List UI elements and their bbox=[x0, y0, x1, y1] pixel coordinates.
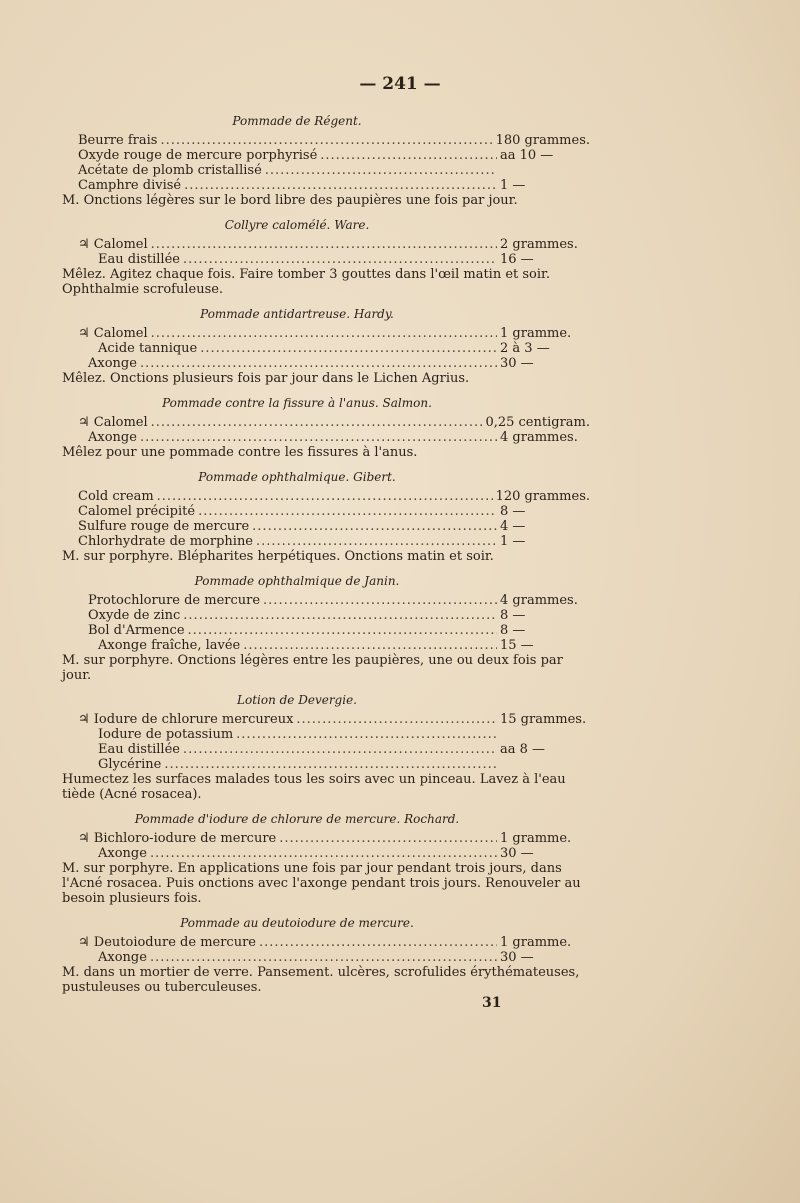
recipe-line bbox=[62, 742, 590, 757]
ingredient-name: Sulfure rouge de mercure bbox=[78, 519, 250, 534]
recipe-line bbox=[62, 252, 590, 267]
signature-mark: 31 bbox=[482, 995, 502, 1011]
recipe-line bbox=[62, 519, 590, 534]
recipe-note: M. Onctions légères sur le bord libre des paupières une fois par jour. bbox=[62, 193, 518, 208]
recipe-line bbox=[62, 623, 590, 638]
ingredient-name: Acide tannique bbox=[98, 341, 198, 356]
ingredient-qty: 4 grammes. bbox=[500, 430, 578, 445]
recipe-note: Mêlez pour une pommade contre les fissures à l'anus. bbox=[62, 445, 418, 460]
recipe-line bbox=[62, 638, 590, 653]
section-title: Pommade antidartreuse. Hardy. bbox=[200, 307, 394, 321]
ingredient-qty: 4 grammes. bbox=[500, 593, 578, 608]
ingredient-qty: 1 — bbox=[500, 178, 526, 193]
ingredient-name: Eau distillée bbox=[98, 252, 180, 267]
recipe-note: M. sur porphyre. Blépharites herpétiques. Onctions matin et soir. bbox=[62, 549, 494, 564]
section-title: Lotion de Devergie. bbox=[237, 693, 357, 707]
ingredient-name: Beurre frais bbox=[78, 133, 158, 148]
section-title: Pommade de Régent. bbox=[232, 114, 362, 128]
recipe-line bbox=[62, 935, 590, 950]
recipe-line bbox=[62, 504, 590, 519]
ingredient-name: Chlorhydrate de morphine bbox=[78, 534, 254, 549]
recipe-note: Mêlez. Onctions plusieurs fois par jour dans le Lichen Agrius. bbox=[62, 371, 470, 386]
ingredient-name: Oxyde rouge de mercure porphyrisé bbox=[78, 148, 318, 163]
ingredient-name: Camphre divisé bbox=[78, 178, 182, 193]
ingredient-qty: 0,25 centigram. bbox=[485, 415, 590, 430]
ingredient-qty: 15 — bbox=[500, 638, 534, 653]
ingredient-name: Protochlorure de mercure bbox=[88, 593, 261, 608]
recipe-line bbox=[62, 148, 590, 163]
ingredient-qty: 8 — bbox=[500, 608, 526, 623]
section-title: Pommade ophthalmique de Janin. bbox=[194, 574, 400, 588]
page-content bbox=[62, 104, 590, 1011]
ingredient-qty: 4 — bbox=[500, 519, 526, 534]
ingredient-qty: 16 — bbox=[500, 252, 534, 267]
ingredient-qty: 1 gramme. bbox=[500, 935, 572, 950]
recipe-line bbox=[62, 341, 590, 356]
section-title: Pommade ophthalmique. Gibert. bbox=[198, 470, 396, 484]
recipe-line bbox=[62, 712, 590, 727]
recipe-note: Humectez les surfaces malades tous les soirs avec un pinceau. Lavez à l'eau tiède (Acné rosacea). bbox=[62, 772, 566, 802]
ingredient-qty: 180 grammes. bbox=[495, 133, 590, 148]
recipe-line bbox=[62, 727, 590, 742]
ingredient-qty: 1 gramme. bbox=[500, 326, 572, 341]
ingredient-name: Eau distillée bbox=[98, 742, 180, 757]
recipe-line bbox=[62, 178, 590, 193]
recipe-line bbox=[62, 415, 590, 430]
ingredient-name: Axonge bbox=[88, 356, 137, 371]
ingredient-name: Oxyde de zinc bbox=[88, 608, 181, 623]
ingredient-qty: aa 10 — bbox=[500, 148, 554, 163]
recipe-line bbox=[62, 608, 590, 623]
ingredient-name: ♃ Calomel bbox=[78, 237, 148, 252]
ingredient-qty: 2 à 3 — bbox=[500, 341, 550, 356]
recipe-line bbox=[62, 831, 590, 846]
recipe-line bbox=[62, 356, 590, 371]
recipe-line bbox=[62, 430, 590, 445]
ingredient-name: Axonge fraîche, lavée bbox=[98, 638, 241, 653]
ingredient-qty: 8 — bbox=[500, 504, 526, 519]
ingredient-qty: 1 — bbox=[500, 534, 526, 549]
section-title: Pommade d'iodure de chlorure de mercure. Rochard. bbox=[134, 812, 460, 826]
section-title: Pommade contre la fissure à l'anus. Salmon. bbox=[162, 396, 432, 410]
ingredient-name: ♃ Iodure de chlorure mercureux bbox=[78, 712, 294, 727]
ingredient-qty: 1 gramme. bbox=[500, 831, 572, 846]
ingredient-name: Axonge bbox=[88, 430, 137, 445]
section-title: Collyre calomélé. Ware. bbox=[224, 218, 370, 232]
recipe-line bbox=[62, 163, 590, 178]
ingredient-name: ♃ Calomel bbox=[78, 326, 148, 341]
ingredient-name: Axonge bbox=[98, 950, 147, 965]
ingredient-name: ♃ Bichloro-iodure de mercure bbox=[78, 831, 277, 846]
recipe-note: Mêlez. Agitez chaque fois. Faire tomber 3 gouttes dans l'œil matin et soir. Ophthalmie scrofuleuse. bbox=[62, 267, 550, 297]
recipe-line bbox=[62, 593, 590, 608]
recipe-line bbox=[62, 950, 590, 965]
recipe-line bbox=[62, 846, 590, 861]
recipe-line bbox=[62, 534, 590, 549]
recipe-line bbox=[62, 489, 590, 504]
ingredient-name: Bol d'Armence bbox=[88, 623, 185, 638]
section-title: Pommade au deutoiodure de mercure. bbox=[180, 916, 414, 930]
ingredient-name: Iodure de potassium bbox=[98, 727, 234, 742]
ingredient-qty: 30 — bbox=[500, 846, 534, 861]
ingredient-name: ♃ Calomel bbox=[78, 415, 148, 430]
ingredient-name: Cold cream bbox=[78, 489, 154, 504]
recipe-note: M. sur porphyre. En applications une fois par jour pendant trois jours, dans l'Acné rosacea. Puis onctions avec l'axonge pendant trois jours. Renouveler au besoin plusieurs fois. bbox=[62, 861, 581, 906]
ingredient-qty: 15 grammes. bbox=[500, 712, 587, 727]
page-number: — 241 — bbox=[359, 74, 441, 94]
ingredient-qty: aa 8 — bbox=[500, 742, 546, 757]
ingredient-name: ♃ Deutoiodure de mercure bbox=[78, 935, 256, 950]
recipe-note: M. dans un mortier de verre. Pansement. ulcères, scrofulides érythémateuses, pustuleuses ou tuberculeuses. bbox=[62, 965, 580, 995]
ingredient-name: Axonge bbox=[98, 846, 147, 861]
ingredient-name: Glycérine bbox=[98, 757, 162, 772]
recipe-line bbox=[62, 757, 590, 772]
ingredient-qty: 30 — bbox=[500, 950, 534, 965]
ingredient-name: Calomel précipité bbox=[78, 504, 196, 519]
ingredient-qty: 8 — bbox=[500, 623, 526, 638]
ingredient-qty: 30 — bbox=[500, 356, 534, 371]
recipe-line bbox=[62, 326, 590, 341]
recipe-line bbox=[62, 237, 590, 252]
ingredient-name: Acétate de plomb cristallisé bbox=[78, 163, 262, 178]
recipe-note: M. sur porphyre. Onctions légères entre les paupières, une ou deux fois par jour. bbox=[62, 653, 563, 683]
ingredient-qty: 2 grammes. bbox=[500, 237, 578, 252]
ingredient-qty: 120 grammes. bbox=[495, 489, 590, 504]
recipe-line bbox=[62, 133, 590, 148]
